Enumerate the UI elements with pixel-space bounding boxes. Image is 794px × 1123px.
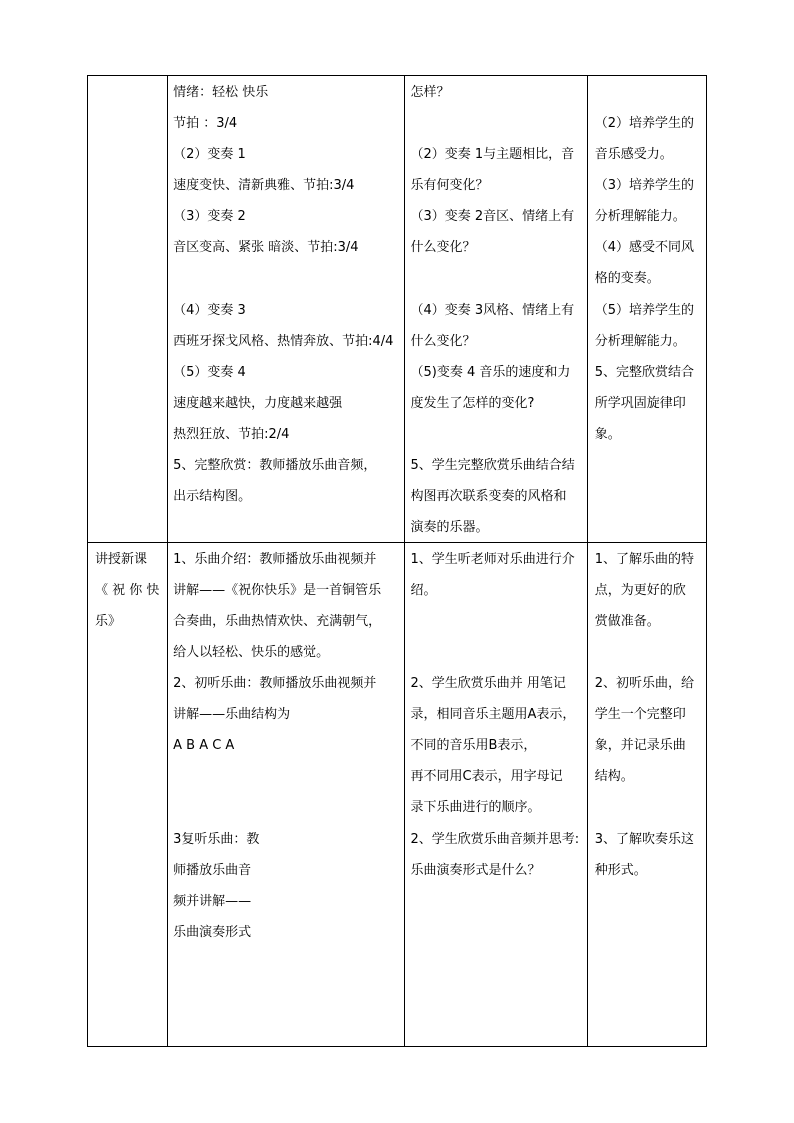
student-line: 5、学生完整欣赏乐曲结合结 (410, 458, 575, 473)
teacher-line: 速度变快、清新典雅、节拍:3/4 (173, 178, 355, 193)
table-row (88, 76, 707, 543)
student-line: （4）变奏 3风格、情绪上有 (410, 303, 575, 318)
student-line: （5)变奏 4 音乐的速度和力 (410, 365, 571, 380)
section-title-line: 讲授新课 (95, 552, 148, 567)
teacher-activity-cell (168, 76, 404, 543)
intent-line: 1、了解乐曲的特 (594, 552, 695, 567)
student-line: 不同的音乐用B表示， (410, 738, 537, 753)
intent-line: （5）培养学生的 (594, 303, 695, 318)
student-line: （2）变奏 1与主题相比，音 (410, 147, 575, 162)
teacher-line: 节拍 ：3/4 (173, 116, 238, 131)
section-cell (88, 76, 168, 543)
intent-line: 分析理解能力。 (594, 334, 686, 349)
intent-line: 音乐感受力。 (594, 147, 673, 162)
intent-line: （4）感受不同风 (594, 240, 695, 255)
teacher-line: 讲解——《祝你快乐》是一首铜管乐 (173, 583, 382, 598)
intent-line: 5、完整欣赏结合 (594, 365, 695, 380)
intent-line: 种形式。 (594, 863, 647, 878)
teacher-line: （4）变奏 3 (173, 303, 246, 318)
student-line: 构图再次联系变奏的风格和 (410, 489, 567, 504)
intent-line: 点，为更好的欣 (594, 583, 686, 598)
teacher-line: 1、乐曲介绍：教师播放乐曲视频并 (173, 552, 377, 567)
design-intent-cell (587, 76, 706, 543)
student-line: 什么变化？ (410, 240, 476, 255)
teacher-line: （3）变奏 2 (173, 209, 246, 224)
student-line: 2、学生欣赏乐曲音频并思考: (410, 832, 580, 847)
intent-line: 2、初听乐曲，给 (594, 676, 695, 691)
intent-line: 分析理解能力。 (594, 209, 686, 224)
design-intent-cell (587, 543, 706, 1047)
teacher-line: （2）变奏 1 (173, 147, 246, 162)
student-activity-cell (404, 76, 587, 543)
intent-line: 格的变奏。 (594, 271, 660, 286)
student-line: 录下乐曲进行的顺序。 (410, 800, 541, 815)
lesson-plan-table (87, 75, 707, 1047)
teacher-line: （5）变奏 4 (173, 365, 246, 380)
section-title-line: 乐》 (95, 614, 122, 629)
teacher-line: A B A C A (173, 738, 235, 753)
teacher-line: 音区变高、紧张 暗淡、节拍:3/4 (173, 240, 359, 255)
teacher-line: 出示结构图。 (173, 489, 252, 504)
teacher-line: 讲解——乐曲结构为 (173, 707, 291, 722)
teacher-line: 西班牙探戈风格、热情奔放、节拍:4/4 (173, 334, 394, 349)
teacher-activity-cell (168, 543, 404, 1047)
intent-line: 象，并记录乐曲 (594, 738, 686, 753)
teacher-line: 师播放乐曲音 (173, 863, 252, 878)
student-line: 怎样？ (410, 85, 450, 100)
intent-line: 学生一个完整印 (594, 707, 686, 722)
intent-line: 象。 (594, 427, 621, 442)
teacher-line: 3复听乐曲：教 (173, 832, 260, 847)
student-line: 再不同用C表示，用字母记 (410, 769, 563, 784)
student-line: 绍。 (410, 583, 437, 598)
teacher-line: 频并讲解—— (173, 894, 252, 909)
intent-line: 结构。 (594, 769, 634, 784)
table-row (88, 543, 707, 1047)
section-cell (88, 543, 168, 1047)
student-line: （3）变奏 2音区、情绪上有 (410, 209, 575, 224)
teacher-line: 情绪：轻松 快乐 (173, 85, 269, 100)
teacher-line: 给人以轻松、快乐的感觉。 (173, 645, 330, 660)
student-line: 乐有何变化？ (410, 178, 489, 193)
student-line: 录，相同音乐主题用A表示， (410, 707, 576, 722)
intent-line: 所学巩固旋律印 (594, 396, 686, 411)
teacher-line: 乐曲演奏形式 (173, 925, 252, 940)
teacher-line: 速度越来越快，力度越来越强 (173, 396, 343, 411)
student-line: 乐曲演奏形式是什么？ (410, 863, 541, 878)
intent-line: （2）培养学生的 (594, 116, 695, 131)
intent-line: （3）培养学生的 (594, 178, 695, 193)
teacher-line: 热烈狂放、节拍:2/4 (173, 427, 290, 442)
student-line: 度发生了怎样的变化? (410, 396, 535, 411)
student-line: 2、学生欣赏乐曲并 用笔记 (410, 676, 566, 691)
intent-line: 赏做准备。 (594, 614, 660, 629)
intent-line: 3、了解吹奏乐这 (594, 832, 695, 847)
student-activity-cell (404, 543, 587, 1047)
section-title-line: 《 祝 你 快 (95, 583, 160, 598)
teacher-line: 2、初听乐曲：教师播放乐曲视频并 (173, 676, 377, 691)
student-line: 1、学生听老师对乐曲进行介 (410, 552, 575, 567)
student-line: 演奏的乐器。 (410, 520, 489, 535)
teacher-line: 5、完整欣赏：教师播放乐曲音频， (173, 458, 377, 473)
student-line: 什么变化？ (410, 334, 476, 349)
teacher-line: 合奏曲，乐曲热情欢快、充满朝气， (173, 614, 382, 629)
